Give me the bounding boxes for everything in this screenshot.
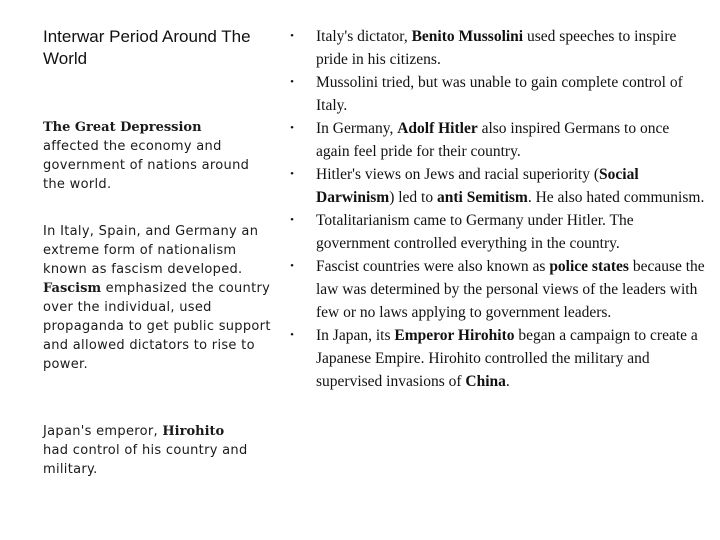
great-depression-paragraph — [43, 118, 275, 194]
bullet-item — [286, 324, 706, 393]
japan-intro-text: Japan's emperor, — [43, 424, 158, 439]
bullet-key-term: Adolf Hitler — [397, 120, 478, 137]
hirohito-term: Hirohito — [162, 424, 225, 439]
right-column — [286, 25, 706, 393]
bullet-key-term: China — [465, 373, 506, 390]
bullet-text: In Germany, — [316, 120, 398, 137]
bullet-text: Fascist countries were also known as — [316, 258, 550, 275]
bullet-item — [286, 209, 706, 255]
bullet-dot-icon: • — [290, 260, 294, 272]
bullet-dot-icon: • — [290, 329, 294, 341]
bullet-item — [286, 71, 706, 117]
slide-title: Interwar Period Around The World — [43, 27, 251, 68]
bullet-text: Hitler's views on Jews and racial superiority ( — [316, 166, 600, 183]
bullet-item — [286, 117, 706, 163]
bullet-item — [286, 25, 706, 71]
great-depression-term: The Great Depression — [43, 120, 202, 135]
bullet-key-term: Emperor Hirohito — [394, 327, 515, 344]
bullet-list — [286, 25, 706, 393]
bullet-text: began a campaign to create a Japanese Empire. Hirohito controlled the military and supervised invasions of — [316, 327, 698, 390]
bullet-key-term: Social Darwinism — [316, 166, 639, 206]
bullet-item — [286, 163, 706, 209]
bullet-text: used speeches to inspire pride in his citizens. — [316, 28, 677, 68]
bullet-text: In Japan, its — [316, 327, 395, 344]
left-column — [43, 26, 275, 477]
bullet-key-term: police states — [549, 258, 629, 275]
bullet-item — [286, 255, 706, 324]
bullet-text: . He also hated communism. — [527, 189, 705, 206]
fascism-term: Fascism — [43, 281, 102, 296]
fascism-paragraph — [43, 222, 275, 374]
bullet-dot-icon: • — [290, 76, 294, 88]
great-depression-text: affected the economy and government of nations around the world. — [43, 139, 250, 192]
bullet-text: Italy's dictator, — [316, 28, 412, 45]
japan-description-text: had control of his country and military. — [43, 443, 248, 477]
bullet-key-term: anti Semitism — [436, 189, 528, 206]
fascism-description-text: emphasized the country over the individual, used propaganda to get public support and allowed dictators to rise to power. — [43, 281, 271, 372]
bullet-key-term: Benito Mussolini — [411, 28, 524, 45]
bullet-dot-icon: • — [290, 214, 294, 226]
bullet-text: Totalitarianism came to Germany under Hitler. The government controlled everything in the country. — [316, 212, 634, 252]
bullet-dot-icon: • — [290, 30, 294, 42]
bullet-text: ) led to — [389, 189, 437, 206]
bullet-text: also inspired Germans to once again feel pride for their country. — [316, 120, 670, 160]
bullet-text: because the law was determined by the personal views of the leaders with few or no laws applying to government leaders. — [316, 258, 705, 321]
bullet-dot-icon: • — [290, 168, 294, 180]
bullet-dot-icon: • — [290, 122, 294, 134]
japan-paragraph — [43, 422, 275, 479]
bullet-text: . — [505, 373, 510, 390]
bullet-text: Mussolini tried, but was unable to gain complete control of Italy. — [316, 74, 683, 114]
fascism-intro-text: In Italy, Spain, and Germany an extreme form of nationalism known as fascism developed. — [43, 224, 259, 277]
